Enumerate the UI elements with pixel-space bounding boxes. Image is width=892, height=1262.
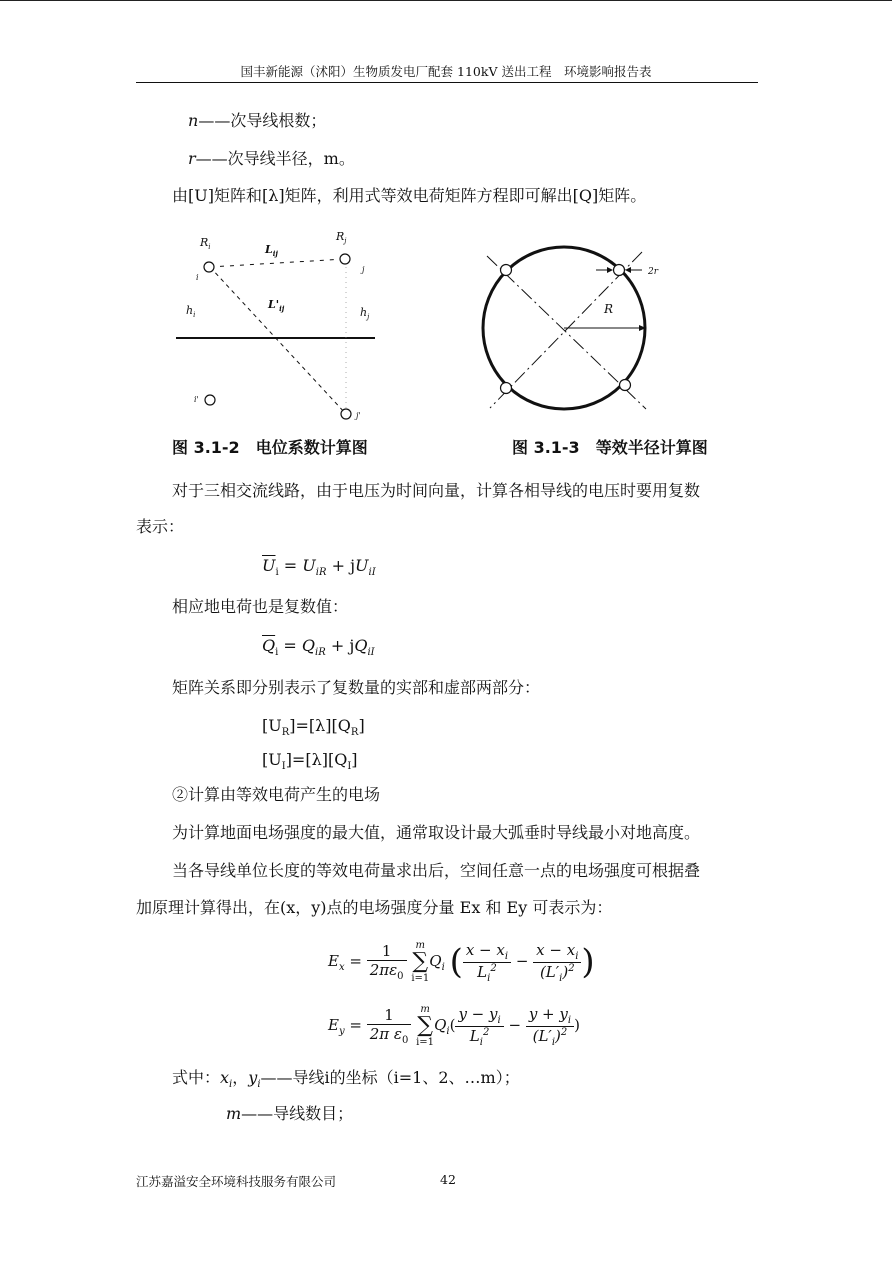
page-number: 42 bbox=[440, 1172, 456, 1187]
formula-voltage: $\overline{U}_i = U_{iR} + jU_{iI}$ bbox=[262, 556, 376, 579]
conductor-j bbox=[340, 254, 350, 264]
footer-company: 江苏嘉溢安全环境科技服务有限公司 bbox=[136, 1174, 337, 1189]
label-ri: $R_i$ bbox=[200, 236, 211, 251]
label-lij: $L_{ij}$ bbox=[265, 243, 278, 258]
label-jp: j' bbox=[356, 411, 361, 420]
label-j: j bbox=[362, 265, 365, 274]
matrix-real: $[U_R]=[\lambda][Q_R]$ bbox=[262, 716, 365, 739]
subconductor-4 bbox=[620, 380, 631, 391]
para-complex-voltage: 对于三相交流线路，由于电压为时间向量，计算各相导线的电压时要用复数 bbox=[172, 481, 701, 500]
para-complex-charge: 相应地电荷也是复数值： bbox=[172, 597, 349, 616]
equivalent-radius-diagram bbox=[478, 240, 678, 420]
where-coordinates: 式中：$x_i$，$y_i——$导线i的坐标（i=1、2、…m）； bbox=[172, 1068, 520, 1091]
def-r: r——次导线半径，m。 bbox=[188, 149, 355, 168]
formula-charge: $\overline{Q}_i = Q_{iR} + jQ_{iI}$ bbox=[262, 636, 375, 659]
conductor-i bbox=[204, 262, 214, 272]
top-border bbox=[0, 0, 892, 1]
label-i: i bbox=[196, 273, 199, 282]
para-superposition-cont: 加原理计算得出，在(x，y)点的电场强度分量 Ex 和 Ey 可表示为： bbox=[136, 898, 613, 917]
caption-fig-3-1-2: 图 3.1-2 电位系数计算图 bbox=[172, 438, 368, 457]
subconductor-3 bbox=[501, 383, 512, 394]
image-j bbox=[341, 409, 351, 419]
caption-fig-3-1-3: 图 3.1-3 等效半径计算图 bbox=[512, 438, 708, 457]
def-n: n——次导线根数； bbox=[188, 111, 327, 130]
para-solve-q: 由[U]矩阵和[λ]矩阵，利用式等效电荷矩阵方程即可解出[Q]矩阵。 bbox=[172, 186, 647, 205]
def-m: m——导线数目； bbox=[226, 1104, 354, 1123]
lij-line bbox=[210, 259, 345, 267]
header-rule bbox=[136, 82, 758, 83]
para-max-field: 为计算地面电场强度的最大值，通常取设计最大弧垂时导线最小对地高度。 bbox=[172, 823, 701, 842]
para-superposition: 当各导线单位长度的等效电荷量求出后，空间任意一点的电场强度可根据叠 bbox=[172, 861, 701, 880]
label-hj: $h_j$ bbox=[360, 306, 370, 321]
label-rj: $R_j$ bbox=[336, 230, 347, 245]
matrix-imag: $[U_I]=[\lambda][Q_I]$ bbox=[262, 750, 358, 773]
lpij-line bbox=[210, 267, 346, 414]
label-ip: i' bbox=[194, 395, 199, 404]
image-i bbox=[205, 395, 215, 405]
formula-ey: $E_y$ = $\frac{1}{2\pi \varepsilon_0}$ m ∑ i=1 $Q_i$( $\frac{y - y_i}{L_i^2}$ − $\frac{y + y_i}{(L'_i)^2}$ ) bbox=[328, 1004, 580, 1048]
section-heading: ②计算由等效电荷产生的电场 bbox=[172, 785, 381, 804]
subconductor-1 bbox=[501, 265, 512, 276]
label-2r: 2r bbox=[648, 267, 659, 277]
subconductor-2 bbox=[614, 265, 625, 276]
potential-coefficient-diagram bbox=[170, 228, 390, 428]
formula-ex: $E_x$ = $\frac{1}{2\pi\varepsilon_0}$ m ∑ i=1 $Q_i$ ( $\frac{x - x_i}{L_i^2}$ − $\frac{x - x_i}{(L'_i)^2}$ ) bbox=[328, 940, 595, 984]
para-complex-voltage-cont: 表示： bbox=[136, 517, 185, 536]
label-R: R bbox=[604, 302, 614, 316]
para-matrix-relation: 矩阵关系即分别表示了复数量的实部和虚部两部分： bbox=[172, 678, 541, 697]
label-lpij: $L'_{ij}$ bbox=[268, 298, 285, 313]
page-header: 国丰新能源（沭阳）生物质发电厂配套 110kV 送出工程 环境影响报告表 bbox=[240, 64, 652, 79]
label-hi: $h_i$ bbox=[186, 304, 196, 319]
